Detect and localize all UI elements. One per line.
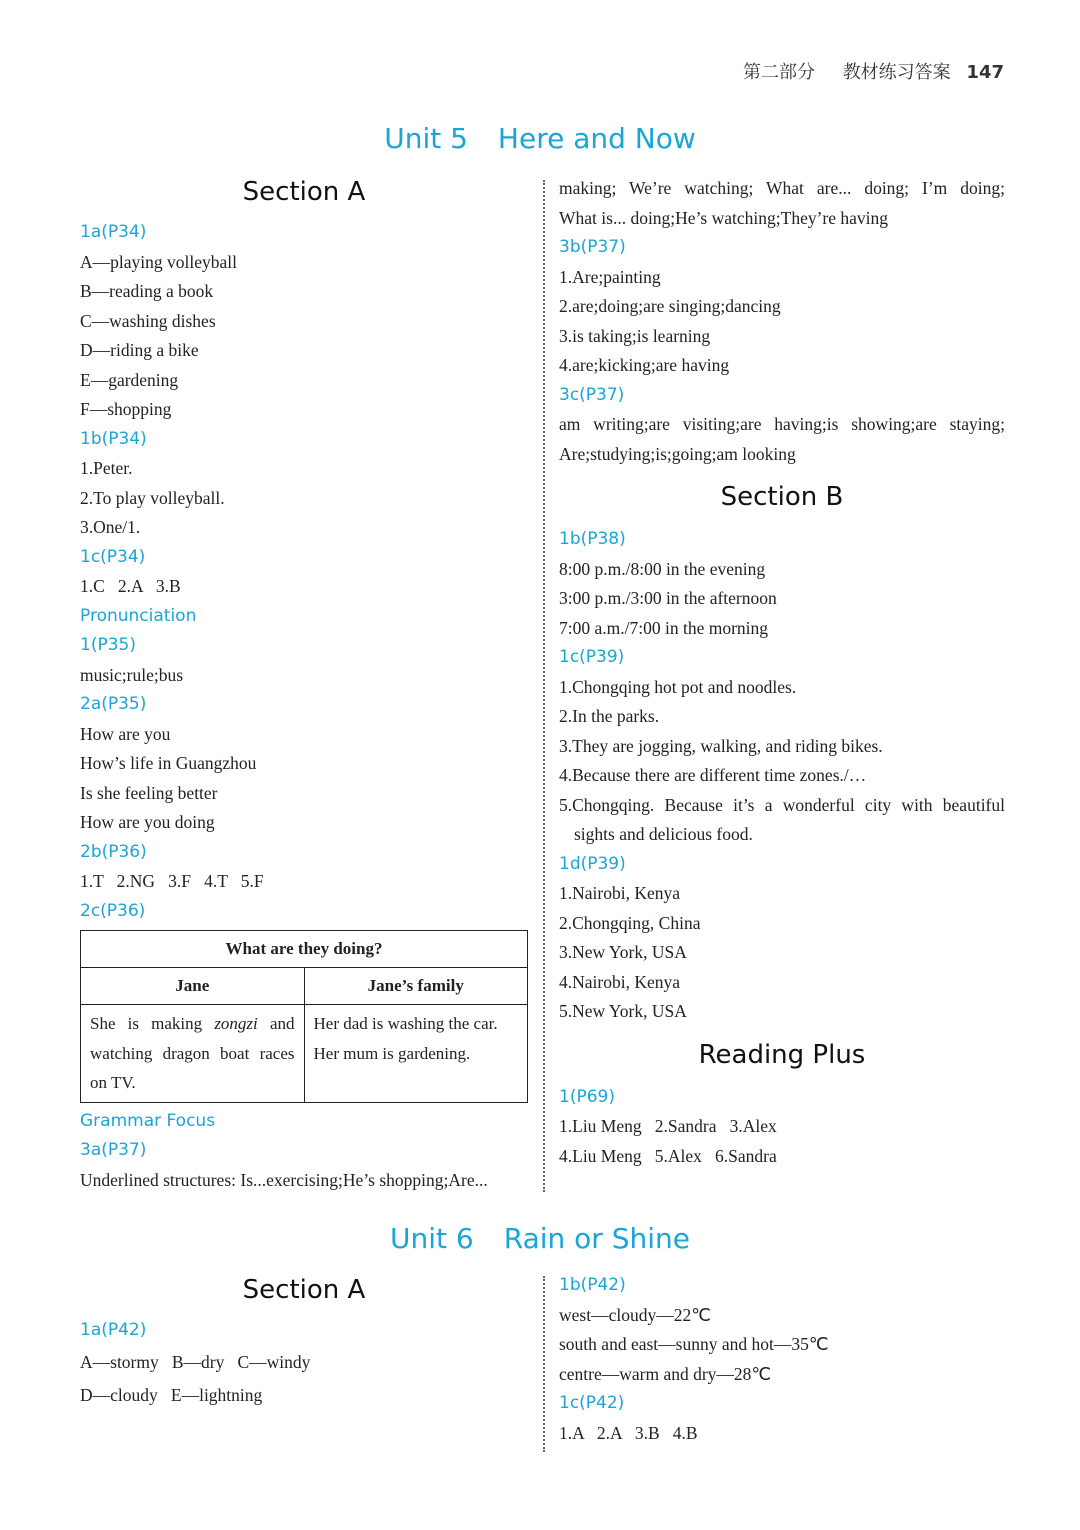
- answer-line: B—reading a book: [80, 281, 214, 301]
- page-number: 147: [966, 62, 1004, 83]
- answer-line: Underlined structures: Is...exercising;He’s shopping;Are...: [80, 1169, 488, 1190]
- answer-line: D—cloudy E—lightning: [80, 1384, 263, 1405]
- answer-line: A—playing volleyball: [80, 251, 237, 272]
- answer-line: 4.are;kicking;are having: [559, 355, 730, 375]
- answer-line: F—shopping: [80, 399, 172, 419]
- item-label: Pronunciation: [80, 605, 197, 626]
- item-label: 1(P35): [80, 635, 136, 655]
- item-label: 3c(P37): [559, 384, 625, 405]
- answer-table: [80, 930, 528, 1103]
- jane-text-a: She is making: [90, 1014, 215, 1033]
- item-label: 1(P69): [559, 1086, 615, 1107]
- answer-line: 1.Are;painting: [559, 266, 661, 287]
- answer-line: centre—warm and dry—28℃: [559, 1363, 772, 1384]
- unit5-name: Here and Now: [497, 122, 696, 155]
- item-label: 1b(P42): [559, 1275, 626, 1295]
- answer-line: D—riding a bike: [80, 340, 199, 360]
- family-text-1: Her dad is washing the car.: [313, 1014, 498, 1033]
- answer-line: 3:00 p.m./3:00 in the afternoon: [559, 588, 777, 608]
- unit6-title: [0, 1222, 1080, 1255]
- answer-line: am writing;are visiting;are having;is showing;are staying;: [559, 414, 1005, 434]
- jane-text-b: and watching dragon boat races on TV.: [90, 1014, 295, 1092]
- unit5-right-column: [559, 174, 1005, 1171]
- answer-line: Are;studying;is;going;am looking: [559, 443, 796, 464]
- unit5-number: Unit 5: [384, 122, 468, 155]
- answer-line: sights and delicious food.: [574, 824, 753, 844]
- unit6-number: Unit 6: [390, 1222, 474, 1255]
- item-label: 1c(P39): [559, 647, 625, 667]
- item-label: 1b(P38): [559, 529, 626, 549]
- header-title: 教材练习答案: [842, 62, 951, 83]
- answer-line: What is... doing;He’s watching;They’re having: [559, 207, 889, 228]
- answer-line: 5.New York, USA: [559, 1001, 687, 1021]
- answer-line: 8:00 p.m./8:00 in the evening: [559, 558, 766, 579]
- answer-line: 1.Chongqing hot pot and noodles.: [559, 676, 797, 697]
- answer-line: music;rule;bus: [80, 664, 184, 685]
- jane-text-em: zongzi: [214, 1014, 258, 1033]
- reading-plus-heading: Reading Plus: [698, 1039, 866, 1070]
- unit6-section-a-heading: Section A: [242, 1275, 366, 1305]
- answer-line: 3.They are jogging, walking, and riding bikes.: [559, 735, 883, 756]
- answer-line: 1.Peter.: [80, 458, 133, 478]
- answer-line: south and east—sunny and hot—35℃: [559, 1334, 829, 1354]
- unit5-left-items2: [80, 1107, 528, 1196]
- unit5-left-items: [80, 218, 528, 926]
- answer-line: 1.Nairobi, Kenya: [559, 883, 681, 903]
- table-header-family: Jane’s family: [304, 968, 528, 1005]
- table-cell-jane: [81, 1005, 305, 1103]
- answer-line: 7:00 a.m./7:00 in the morning: [559, 617, 769, 638]
- item-label: 2a(P35): [80, 694, 147, 714]
- answer-line: How are you: [80, 723, 171, 744]
- item-label: 1c(P42): [559, 1393, 625, 1413]
- item-label: 2c(P36): [80, 900, 146, 921]
- header-part: 第二部分: [742, 62, 815, 83]
- family-text-2: Her mum is gardening.: [313, 1043, 471, 1063]
- answer-line: 1.Liu Meng 2.Sandra 3.Alex: [559, 1116, 777, 1136]
- answer-line: How are you doing: [80, 812, 215, 832]
- unit5-reading-plus-items: [559, 1083, 1005, 1172]
- unit5-section-b-items: [559, 525, 1005, 1027]
- item-label: Grammar Focus: [80, 1110, 216, 1131]
- item-label: 2b(P36): [80, 841, 147, 862]
- unit6-name: Rain or Shine: [503, 1222, 690, 1255]
- answer-line: 3.is taking;is learning: [559, 325, 711, 346]
- unit5-right-items: [559, 233, 1005, 469]
- item-label: 3b(P37): [559, 237, 626, 257]
- table-title: What are they doing?: [81, 931, 528, 968]
- item-label: 3a(P37): [80, 1140, 147, 1160]
- answer-line: 2.To play volleyball.: [80, 487, 225, 508]
- item-label: 1a(P34): [80, 222, 147, 242]
- answer-line: C—washing dishes: [80, 310, 216, 331]
- answer-line: 4.Nairobi, Kenya: [559, 971, 681, 992]
- table-header-jane: Jane: [81, 968, 305, 1005]
- answer-line: 2.In the parks.: [559, 706, 660, 726]
- item-label: 1a(P42): [80, 1320, 147, 1340]
- table-cell-family: [304, 1005, 528, 1103]
- answer-line: A—stormy B—dry C—windy: [80, 1351, 311, 1372]
- answer-line: 3.One/1.: [80, 517, 141, 537]
- answer-line: Is she feeling better: [80, 782, 218, 803]
- answer-line: 2.Chongqing, China: [559, 912, 701, 933]
- answer-line: west—cloudy—22℃: [559, 1304, 711, 1325]
- section-b-heading: Section B: [720, 482, 844, 512]
- item-label: 1b(P34): [80, 428, 147, 449]
- answer-line: making; We’re watching; What are... doing; I’m doing;: [559, 178, 1005, 198]
- continued-lines: [559, 174, 1005, 233]
- answer-line: 1.T 2.NG 3.F 4.T 5.F: [80, 871, 264, 891]
- unit6-left-items: [80, 1316, 528, 1412]
- section-a-heading: Section A: [242, 177, 366, 207]
- item-label: 1c(P34): [80, 546, 146, 567]
- column-divider-unit6: [543, 1276, 545, 1452]
- unit5-title: [0, 122, 1080, 155]
- column-divider: [543, 180, 545, 1192]
- answer-line: 1.C 2.A 3.B: [80, 576, 181, 596]
- answer-line: 4.Liu Meng 5.Alex 6.Sandra: [559, 1145, 777, 1166]
- unit6-right-items: [559, 1271, 1005, 1448]
- item-label: 1d(P39): [559, 853, 626, 874]
- answer-line: E—gardening: [80, 369, 179, 390]
- answer-line: 1.A 2.A 3.B 4.B: [559, 1422, 698, 1443]
- unit6-right-column: [559, 1271, 1005, 1448]
- answer-line: 2.are;doing;are singing;dancing: [559, 296, 781, 316]
- answer-line: 3.New York, USA: [559, 942, 687, 962]
- answer-line: How’s life in Guangzhou: [80, 753, 257, 773]
- answer-line: 4.Because there are different time zones./…: [559, 765, 867, 785]
- unit5-left-column: [80, 166, 528, 1195]
- answer-line: 5.Chongqing. Because it’s a wonderful city with beautiful: [559, 794, 1005, 815]
- unit6-left-column: [80, 1264, 528, 1412]
- page-header: [743, 58, 1004, 84]
